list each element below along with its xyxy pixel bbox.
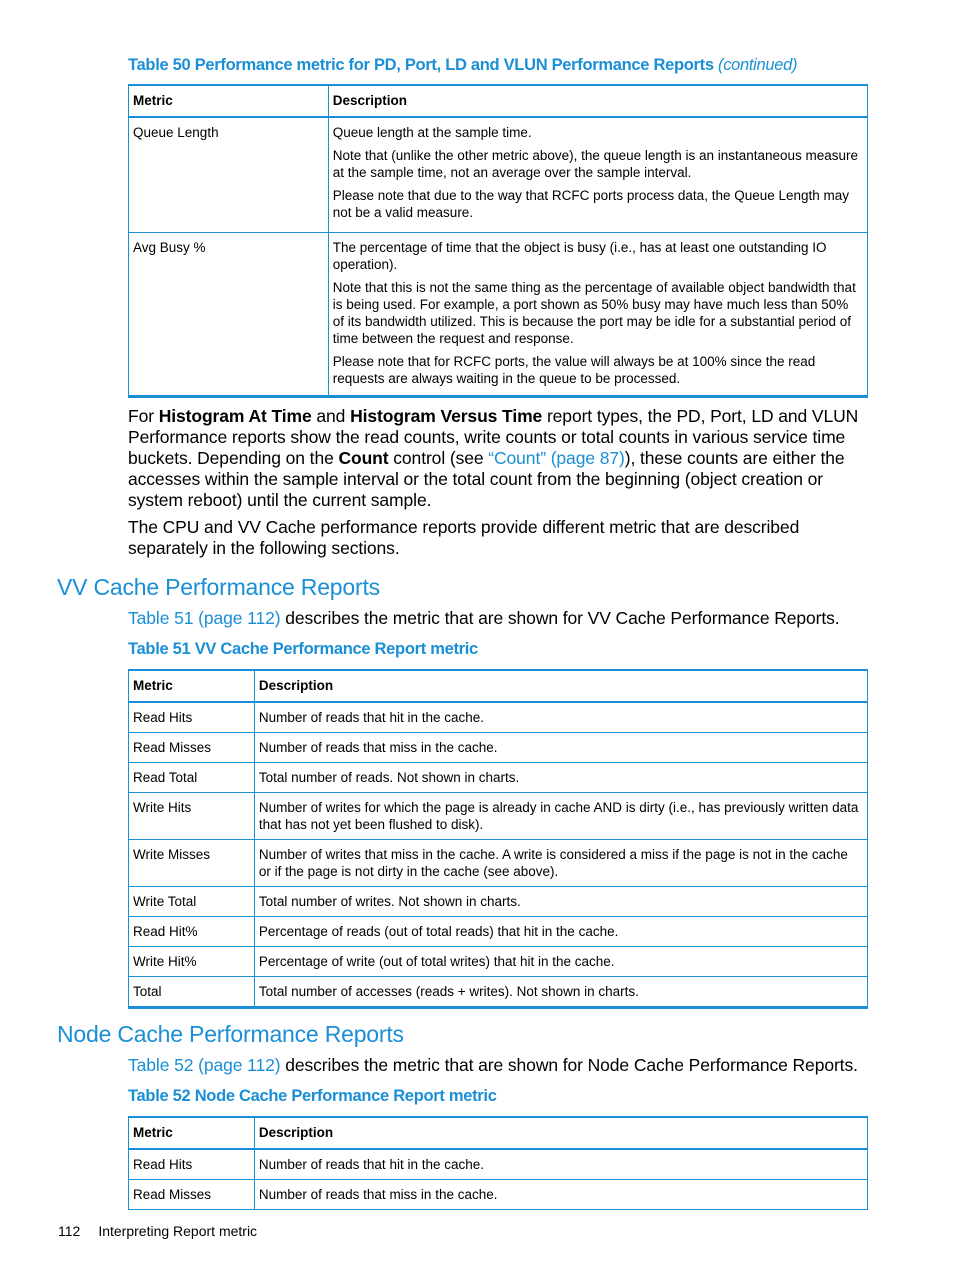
table-cell-metric: Write Misses — [129, 840, 255, 887]
table-cell-description: Number of reads that miss in the cache. — [254, 733, 867, 763]
table-cell-description: Number of reads that hit in the cache. — [254, 702, 867, 733]
table-50-header-metric: Metric — [129, 85, 329, 117]
table-row — [129, 232, 868, 396]
table-51-link[interactable]: Table 51 (page 112) — [128, 608, 281, 628]
table-52-header-description: Description — [254, 1117, 867, 1149]
description-paragraph: Queue length at the sample time. — [332, 125, 532, 140]
table-cell-description — [328, 117, 867, 232]
vv-cache-heading: VV Cache Performance Reports — [57, 574, 380, 600]
table-row — [129, 977, 868, 1008]
count-page-link[interactable]: “Count” (page 87) — [488, 448, 625, 468]
table-52-caption: Table 52 Node Cache Performance Report metric — [128, 1087, 497, 1105]
table-52 — [128, 1116, 868, 1210]
table-cell-description: Total number of reads. Not shown in charts. — [254, 763, 867, 793]
description-paragraph: Please note that due to the way that RCFC ports process data, the Queue Length may not be a valid measure. — [332, 188, 850, 220]
table-cell-description: Percentage of reads (out of total reads) that hit in the cache. — [254, 917, 867, 947]
cpu-vv-paragraph: The CPU and VV Cache performance reports provide different metric that are described separately in the following sections. — [128, 517, 800, 558]
description-paragraph: The percentage of time that the object is busy (i.e., has at least one outstanding IO operation). — [332, 239, 827, 272]
table-row — [129, 117, 868, 232]
table-cell-metric: Write Total — [129, 887, 255, 917]
table-cell-metric: Total — [129, 977, 255, 1008]
table-51-header-metric: Metric — [129, 670, 255, 702]
table-51-caption: Table 51 VV Cache Performance Report metric — [128, 640, 478, 658]
table-52-link[interactable]: Table 52 (page 112) — [128, 1055, 281, 1075]
bold-histogram-versus-time: Histogram Versus Time — [350, 406, 543, 426]
table-50-header-description: Description — [328, 85, 867, 117]
page-footer — [58, 1223, 257, 1239]
table-cell-description: Number of reads that miss in the cache. — [254, 1180, 867, 1210]
table-cell-description: Total number of writes. Not shown in charts. — [254, 887, 867, 917]
node-cache-heading: Node Cache Performance Reports — [57, 1021, 404, 1047]
table-50 — [128, 84, 868, 398]
table-row — [129, 763, 868, 793]
description-paragraph: Please note that for RCFC ports, the value will always be at 100% since the read requests are always waiting in the queue to be processed. — [332, 353, 816, 386]
table-cell-metric: Queue Length — [129, 117, 329, 232]
table-row — [129, 917, 868, 947]
table-cell-description: Number of reads that hit in the cache. — [254, 1149, 867, 1180]
bold-histogram-at-time: Histogram At Time — [158, 406, 312, 426]
table-cell-description: Number of writes for which the page is already in cache AND is dirty (i.e., has previously written data that has not yet been flushed to disk). — [254, 793, 867, 840]
table-cell-metric: Write Hit% — [129, 947, 255, 977]
table-row — [129, 887, 868, 917]
bold-count: Count — [338, 448, 389, 468]
node-cache-intro: Table 52 (page 112) describes the metric that are shown for Node Cache Performance Reports. — [128, 1055, 858, 1075]
table-cell-metric: Write Hits — [129, 793, 255, 840]
table-cell-metric: Read Hit% — [129, 917, 255, 947]
table-cell-metric: Read Hits — [129, 702, 255, 733]
table-row — [129, 733, 868, 763]
table-row — [129, 702, 868, 733]
vv-cache-intro: Table 51 (page 112) describes the metric that are shown for VV Cache Performance Reports. — [128, 608, 840, 628]
description-paragraph: Note that this is not the same thing as the percentage of available object bandwidth that is being used. For example, a port shown as 50% busy may have much less than 50% of its bandwidth utilized. This is because the port may be idle for a substantial period of time between the request and response. — [332, 279, 856, 346]
footer-section-title: Interpreting Report metric — [98, 1223, 258, 1239]
table-cell-description — [328, 232, 867, 396]
table-50-caption-suffix: (continued) — [718, 56, 798, 74]
table-51 — [128, 669, 868, 1009]
table-cell-description: Number of writes that miss in the cache. A write is considered a miss if the page is not in the cache or if the page is not dirty in the cache (see above). — [254, 840, 867, 887]
table-51-header-description: Description — [254, 670, 867, 702]
table-row — [129, 840, 868, 887]
table-cell-description: Total number of accesses (reads + writes). Not shown in charts. — [254, 977, 867, 1008]
table-row — [129, 1149, 868, 1180]
body-text — [128, 406, 870, 565]
histogram-paragraph: For Histogram At Time and Histogram Versus Time report types, the PD, Port, LD and VLUN Performance reports show the read counts, write counts or total counts in various service time buckets. Depending on the Count control (see “Count” (page 87)), these counts are either the accesses within the sample interval or the total count from the beginning (object creation or system reboot) until the current sample. — [128, 406, 859, 510]
table-cell-metric: Read Total — [129, 763, 255, 793]
page-number: 112 — [58, 1223, 81, 1239]
table-cell-metric: Read Misses — [129, 733, 255, 763]
table-52-header-metric: Metric — [129, 1117, 255, 1149]
description-paragraph: Note that (unlike the other metric above), the queue length is an instantaneous measure at the sample time, not an average over the sample interval. — [332, 148, 859, 180]
table-50-caption-text: Table 50 Performance metric for PD, Port, LD and VLUN Performance Reports — [128, 56, 714, 74]
table-cell-metric: Avg Busy % — [129, 232, 329, 396]
table-row — [129, 947, 868, 977]
table-row — [129, 1180, 868, 1210]
table-cell-metric: Read Hits — [129, 1149, 255, 1180]
table-cell-description: Percentage of write (out of total writes) that hit in the cache. — [254, 947, 867, 977]
table-row — [129, 793, 868, 840]
table-cell-metric: Read Misses — [129, 1180, 255, 1210]
table-50-caption — [128, 56, 797, 75]
